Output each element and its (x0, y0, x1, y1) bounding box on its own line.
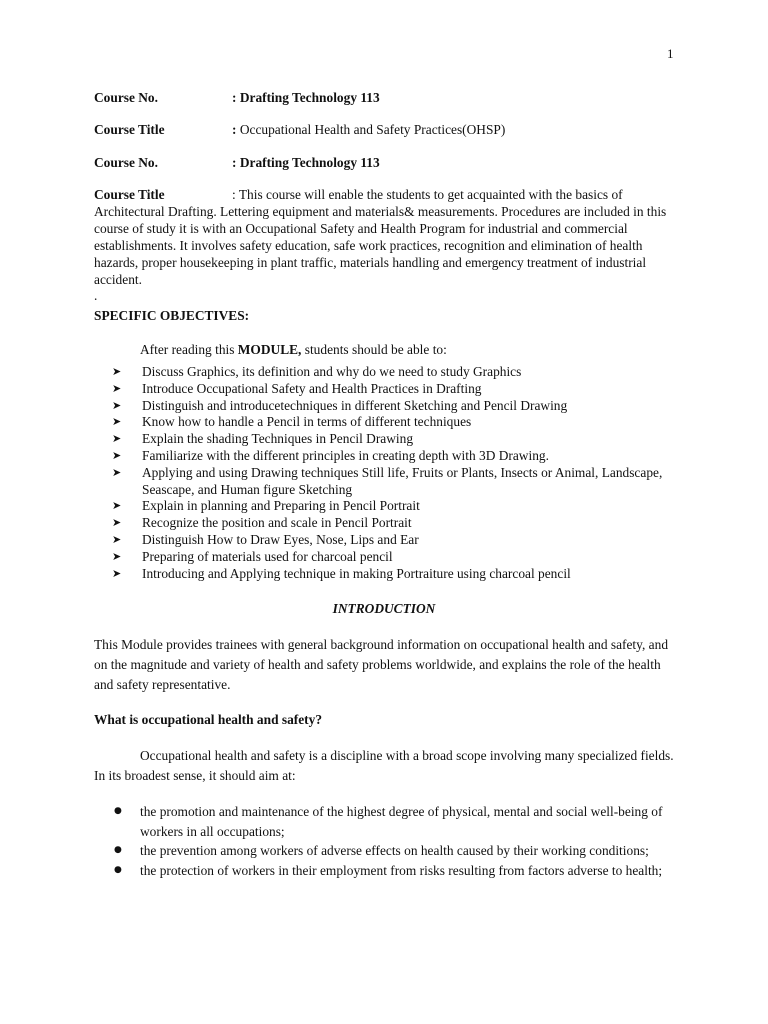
ohs-bullet-item (94, 802, 674, 841)
arrowhead-bullet-icon: ➤ (112, 499, 122, 513)
introduction-title (0, 600, 768, 617)
objective-item (94, 364, 684, 381)
description-label: Course Title (94, 187, 165, 202)
page-number: 1 (667, 46, 674, 61)
objective-item (94, 398, 684, 415)
specific-objectives-heading: SPECIFIC OBJECTIVES: (94, 308, 250, 323)
arrowhead-bullet-icon: ➤ (112, 415, 122, 429)
objective-text: Explain the shading Techniques in Pencil Drawing (142, 431, 414, 447)
objective-item (94, 381, 684, 398)
course-no-field (94, 89, 679, 106)
objective-item (94, 465, 684, 499)
objectives-intro-after: students should be able to: (301, 342, 447, 357)
arrowhead-bullet-icon: ➤ (112, 516, 122, 530)
field-value: Drafting Technology 113 (239, 90, 380, 105)
ohs-bullet-list (94, 802, 674, 880)
dot-bullet-icon: ● (114, 864, 122, 875)
arrowhead-bullet-icon: ➤ (112, 365, 122, 378)
course-description (94, 186, 679, 288)
objective-item (94, 566, 684, 583)
objective-text: Explain in planning and Preparing in Pencil Portrait (142, 498, 420, 514)
stray-dot: . (94, 288, 98, 303)
objective-item (94, 448, 684, 465)
field-label: Course No. (94, 90, 158, 105)
introduction-title-text: INTRODUCTION (332, 601, 436, 616)
objective-text: Distinguish How to Draw Eyes, Nose, Lips and Ear (142, 531, 419, 547)
objective-item (94, 549, 684, 566)
field-separator: : (232, 122, 237, 137)
ohs-bullet-text: the prevention among workers of adverse effects on health caused by their working conditions; (140, 843, 649, 858)
objective-text: Distinguish and introducetechniques in different Sketching and Pencil Drawing (142, 397, 568, 413)
arrowhead-bullet-icon: ➤ (112, 566, 122, 580)
arrowhead-bullet-icon: ➤ (112, 532, 122, 546)
field-value: Occupational Health and Safety Practices(OHSP) (239, 122, 506, 137)
ohs-bullet-item (94, 841, 674, 861)
arrowhead-bullet-icon: ➤ (112, 381, 122, 395)
objective-item (94, 498, 684, 515)
dot-bullet-icon: ● (114, 806, 122, 816)
course-no-field-2 (94, 154, 679, 171)
objective-item (94, 515, 684, 532)
objective-text: Recognize the position and scale in Pencil Portrait (142, 515, 412, 531)
field-label: Course Title (94, 122, 165, 137)
objectives-intro-bold: MODULE, (237, 342, 302, 357)
arrowhead-bullet-icon: ➤ (112, 432, 122, 446)
ohs-bullet-text: the protection of workers in their employment from risks resulting from factors adverse to health; (140, 862, 663, 878)
ohs-paragraph: Occupational health and safety is a discipline with a broad scope involving many specialized fields. In its broadest sense, it should aim at: (94, 748, 674, 783)
objective-text: Know how to handle a Pencil in terms of different techniques (142, 414, 472, 430)
ohs-bullet-item (94, 861, 674, 881)
arrowhead-bullet-icon: ➤ (112, 465, 122, 479)
field-label: Course No. (94, 155, 158, 170)
objective-text: Introducing and Applying technique in making Portraiture using charcoal pencil (142, 565, 571, 581)
objective-text: Applying and using Drawing techniques Still life, Fruits or Plants, Insects or Animal, Landscape, Seascape, and Human figure Sketching (142, 464, 663, 497)
objective-item (94, 532, 684, 549)
objectives-list (94, 364, 684, 582)
description-separator: : (232, 187, 236, 202)
objective-text: Discuss Graphics, its definition and why do we need to study Graphics (142, 364, 522, 379)
arrowhead-bullet-icon: ➤ (112, 549, 122, 563)
field-separator: : (232, 155, 237, 170)
introduction-paragraph: This Module provides trainees with general background information on occupational health and safety, and on the magnitude and variety of health and safety problems worldwide, and explains the role of the health and safety representative. (94, 637, 669, 692)
arrowhead-bullet-icon: ➤ (112, 448, 122, 462)
field-value: Drafting Technology 113 (239, 155, 380, 170)
course-title-field (94, 121, 679, 138)
ohs-bullet-text: the promotion and maintenance of the highest degree of physical, mental and social well-being of workers in all occupations; (140, 804, 663, 839)
objective-item (94, 431, 684, 448)
objective-text: Introduce Occupational Safety and Health Practices in Drafting (142, 380, 482, 396)
arrowhead-bullet-icon: ➤ (112, 398, 122, 412)
objectives-intro-before: After reading this (140, 342, 238, 357)
objective-text: Preparing of materials used for charcoal pencil (142, 548, 393, 564)
objective-text: Familiarize with the different principles in creating depth with 3D Drawing. (142, 447, 549, 463)
field-separator: : (232, 90, 237, 105)
description-text: This course will enable the students to get acquainted with the basics of Architectural Drafting. Lettering equipment and materials& measurements. Procedures are included in this course of study it is with an Occupational Safety and Health Program for industrial and commercial establishments. It involves safety education, safe work practices, recognition and elimination of health hazards, proper housekeeping in plant traffic, materials handling and emergency treatment of industrial accident. (94, 187, 667, 287)
objectives-intro (140, 341, 447, 358)
ohs-heading: What is occupational health and safety? (94, 712, 323, 727)
objective-item (94, 414, 684, 431)
dot-bullet-icon: ● (114, 845, 122, 855)
